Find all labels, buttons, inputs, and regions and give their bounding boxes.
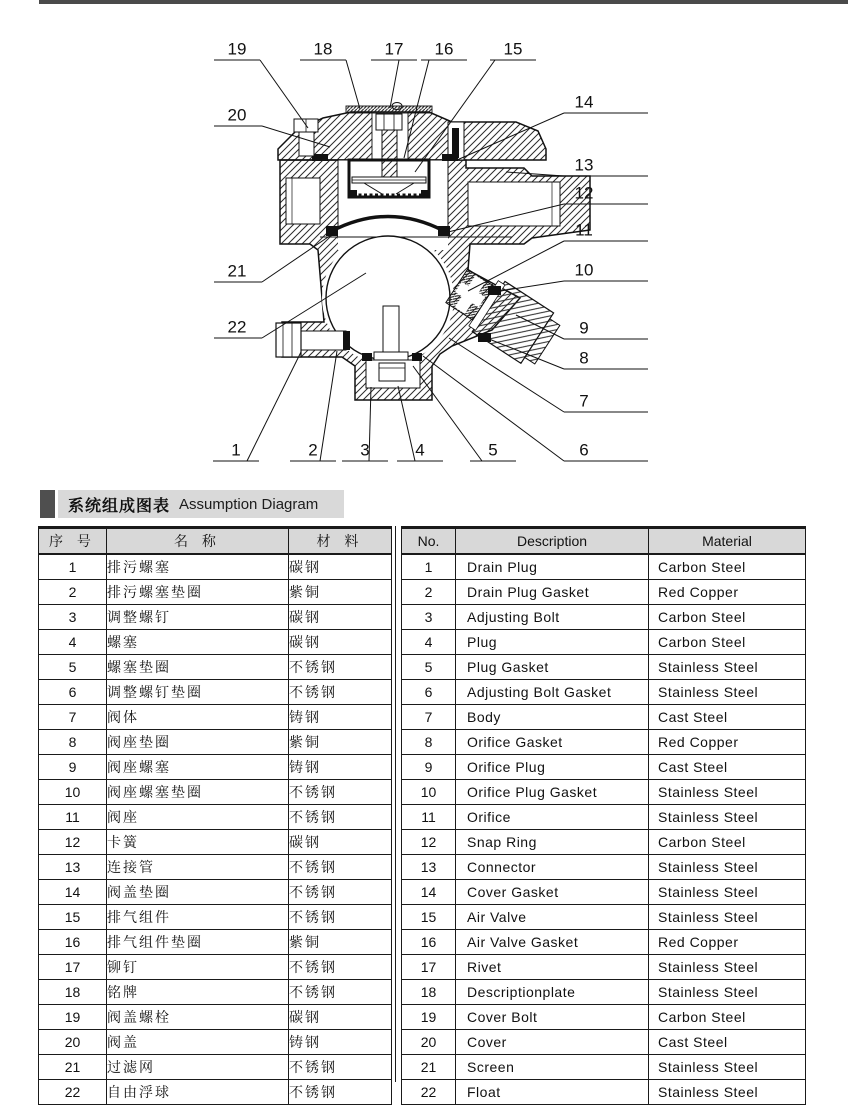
table-row (402, 930, 806, 955)
callout-number-5: 5 (488, 440, 498, 460)
table-row (39, 980, 392, 1005)
table-row (402, 705, 806, 730)
cell-number: 13 (402, 855, 456, 880)
table-row (402, 780, 806, 805)
drain-plug-head (276, 323, 301, 357)
cell-number: 9 (402, 755, 456, 780)
table-row (402, 605, 806, 630)
table-row (402, 805, 806, 830)
cell-name: 阀体 (107, 705, 289, 730)
cell-material: Stainless Steel (649, 1080, 806, 1105)
parts-table-cn (38, 526, 391, 1105)
cell-name: Body (456, 705, 649, 730)
air-valve-stem (382, 130, 397, 182)
cell-material: Stainless Steel (649, 980, 806, 1005)
section-title-bar (58, 490, 344, 518)
callout-leader-line (320, 351, 337, 461)
cell-name: Screen (456, 1055, 649, 1080)
cell-material: 铸钢 (289, 755, 392, 780)
callout-number-18: 18 (313, 39, 333, 59)
column-header: Material (649, 528, 806, 555)
cell-name: 自由浮球 (107, 1080, 289, 1105)
callout-number-6: 6 (579, 440, 589, 460)
table-row (402, 630, 806, 655)
cell-number: 11 (402, 805, 456, 830)
orifice-plug-gasket (488, 286, 501, 295)
cell-number: 19 (39, 1005, 107, 1030)
table-header-row (39, 528, 392, 555)
cell-name: 阀盖螺栓 (107, 1005, 289, 1030)
cell-name: 卡簧 (107, 830, 289, 855)
cell-number: 6 (39, 680, 107, 705)
table-row (39, 705, 392, 730)
table-row (39, 1005, 392, 1030)
cell-number: 15 (402, 905, 456, 930)
cell-name: 调整螺钉垫圈 (107, 680, 289, 705)
table-row (39, 830, 392, 855)
cell-name: 连接管 (107, 855, 289, 880)
cell-number: 1 (402, 554, 456, 580)
cell-name: Cover (456, 1030, 649, 1055)
cell-number: 5 (402, 655, 456, 680)
callout-number-13: 13 (574, 155, 594, 175)
table-row (39, 880, 392, 905)
cell-material: Carbon Steel (649, 830, 806, 855)
cell-name: Drain Plug Gasket (456, 580, 649, 605)
cell-number: 18 (39, 980, 107, 1005)
cell-name: Adjusting Bolt (456, 605, 649, 630)
callout-number-3: 3 (360, 440, 370, 460)
cell-material: Red Copper (649, 930, 806, 955)
cover-gasket-right (442, 154, 458, 161)
cell-material: Red Copper (649, 730, 806, 755)
table-row (39, 680, 392, 705)
valve-seal-right (421, 190, 429, 197)
cell-name: 调整螺钉 (107, 605, 289, 630)
cell-number: 10 (39, 780, 107, 805)
cell-name: 阀座 (107, 805, 289, 830)
cell-number: 15 (39, 905, 107, 930)
cell-name: Connector (456, 855, 649, 880)
cell-number: 2 (39, 580, 107, 605)
cell-material: Stainless Steel (649, 1055, 806, 1080)
cell-material: 碳钢 (289, 830, 392, 855)
cell-name: Descriptionplate (456, 980, 649, 1005)
plug-gasket-left (362, 353, 372, 361)
snap-ring-right (438, 226, 450, 236)
cell-material: Stainless Steel (649, 955, 806, 980)
cell-name: Cover Bolt (456, 1005, 649, 1030)
cell-number: 12 (39, 830, 107, 855)
table-row (39, 755, 392, 780)
cell-material: 不锈钢 (289, 680, 392, 705)
table-row (402, 1080, 806, 1105)
cell-number: 9 (39, 755, 107, 780)
table-row (39, 580, 392, 605)
cell-material: 碳钢 (289, 1005, 392, 1030)
cell-name: 排污螺塞 (107, 554, 289, 580)
cell-number: 17 (402, 955, 456, 980)
cell-name: Orifice (456, 805, 649, 830)
cell-material: 不锈钢 (289, 780, 392, 805)
cover-gasket-bar (452, 128, 459, 158)
cell-name: Plug Gasket (456, 655, 649, 680)
table-divider-line (395, 526, 396, 1082)
cell-material: Cast Steel (649, 1030, 806, 1055)
cell-material: 不锈钢 (289, 1080, 392, 1105)
cell-material: 不锈钢 (289, 905, 392, 930)
cell-material: 碳钢 (289, 554, 392, 580)
cell-number: 5 (39, 655, 107, 680)
cell-material: Stainless Steel (649, 880, 806, 905)
cell-number: 10 (402, 780, 456, 805)
cell-material: 不锈钢 (289, 980, 392, 1005)
cell-material: Red Copper (649, 580, 806, 605)
drain-plug-shaft (300, 331, 346, 350)
cell-number: 2 (402, 580, 456, 605)
inlet-bore (286, 178, 320, 224)
column-header: 名 称 (107, 528, 289, 555)
cell-name: Air Valve Gasket (456, 930, 649, 955)
table-row (402, 955, 806, 980)
callout-number-8: 8 (579, 348, 589, 368)
cell-number: 8 (39, 730, 107, 755)
cell-material: Stainless Steel (649, 680, 806, 705)
cell-material: Carbon Steel (649, 605, 806, 630)
description-plate (346, 106, 432, 113)
cell-number: 4 (39, 630, 107, 655)
cell-material: 碳钢 (289, 630, 392, 655)
callout-number-17: 17 (384, 39, 404, 59)
column-header: No. (402, 528, 456, 555)
callout-number-11: 11 (575, 220, 593, 240)
table-row (402, 554, 806, 580)
callout-number-4: 4 (415, 440, 425, 460)
cell-name: 阀座垫圈 (107, 730, 289, 755)
table-row (402, 980, 806, 1005)
cell-name: Drain Plug (456, 554, 649, 580)
table-row (39, 805, 392, 830)
table-row (39, 605, 392, 630)
callout-number-1: 1 (231, 440, 241, 460)
section-header (40, 490, 344, 520)
cell-number: 8 (402, 730, 456, 755)
callout-number-12: 12 (574, 183, 594, 203)
cell-number: 4 (402, 630, 456, 655)
callout-leader-line (346, 60, 360, 109)
outlet-bore (468, 182, 560, 226)
callout-number-2: 2 (308, 440, 318, 460)
table-row (39, 1055, 392, 1080)
steam-trap-cross-section-diagram (0, 0, 848, 480)
cell-material: 不锈钢 (289, 955, 392, 980)
table-row (39, 780, 392, 805)
cell-name: 螺塞 (107, 630, 289, 655)
cell-number: 16 (39, 930, 107, 955)
parts-table-cn-table (38, 526, 392, 1105)
cell-name: 排气组件垫圈 (107, 930, 289, 955)
column-header: 材 料 (289, 528, 392, 555)
column-header: Description (456, 528, 649, 555)
cell-material: 碳钢 (289, 605, 392, 630)
cell-name: 排污螺塞垫圈 (107, 580, 289, 605)
cell-material: Stainless Steel (649, 905, 806, 930)
cell-name: Air Valve (456, 905, 649, 930)
cell-name: 排气组件 (107, 905, 289, 930)
cell-number: 1 (39, 554, 107, 580)
cell-material: Stainless Steel (649, 780, 806, 805)
table-row (39, 630, 392, 655)
table-row (402, 680, 806, 705)
cell-material: 紫铜 (289, 580, 392, 605)
cell-name: 阀盖垫圈 (107, 880, 289, 905)
cell-material: Cast Steel (649, 705, 806, 730)
cell-material: 铸钢 (289, 1030, 392, 1055)
column-header: 序 号 (39, 528, 107, 555)
cell-material: 紫铜 (289, 730, 392, 755)
drain-plug-gasket (343, 331, 350, 350)
callout-leader-line (260, 60, 308, 128)
table-row (39, 554, 392, 580)
table-row (39, 655, 392, 680)
table-row (402, 880, 806, 905)
cell-name: 铭牌 (107, 980, 289, 1005)
cell-material: 不锈钢 (289, 855, 392, 880)
cell-number: 14 (402, 880, 456, 905)
cell-material: 不锈钢 (289, 1055, 392, 1080)
cell-number: 16 (402, 930, 456, 955)
cell-material: Stainless Steel (649, 805, 806, 830)
table-row (402, 655, 806, 680)
callout-number-21: 21 (227, 261, 247, 281)
table-row (39, 1080, 392, 1105)
callout-number-20: 20 (227, 105, 247, 125)
table-row (39, 855, 392, 880)
cell-name: 阀座螺塞垫圈 (107, 780, 289, 805)
callout-number-16: 16 (434, 39, 454, 59)
cell-number: 20 (402, 1030, 456, 1055)
callout-number-14: 14 (574, 92, 594, 112)
cell-material: Carbon Steel (649, 630, 806, 655)
cell-number: 3 (402, 605, 456, 630)
section-title-en: Assumption Diagram (179, 495, 319, 513)
orifice-gasket (478, 333, 491, 342)
air-valve-bolt-head (376, 114, 402, 130)
cell-name: Orifice Plug (456, 755, 649, 780)
cell-number: 12 (402, 830, 456, 855)
table-header-row (402, 528, 806, 555)
cell-material: 铸钢 (289, 705, 392, 730)
table-row (39, 1030, 392, 1055)
cell-name: 螺塞垫圈 (107, 655, 289, 680)
plug-gasket-right (412, 353, 422, 361)
callout-number-7: 7 (579, 391, 589, 411)
cell-number: 3 (39, 605, 107, 630)
table-row (39, 905, 392, 930)
table-row (402, 1055, 806, 1080)
cell-number: 14 (39, 880, 107, 905)
cell-name: 过滤网 (107, 1055, 289, 1080)
table-row (402, 1005, 806, 1030)
cell-material: Carbon Steel (649, 1005, 806, 1030)
callout-number-15: 15 (503, 39, 523, 59)
cell-name: Cover Gasket (456, 880, 649, 905)
table-row (402, 905, 806, 930)
callout-leader-line (390, 60, 399, 108)
cell-material: 紫铜 (289, 930, 392, 955)
cell-name: 阀盖 (107, 1030, 289, 1055)
table-row (402, 1030, 806, 1055)
table-row (402, 580, 806, 605)
cell-number: 11 (39, 805, 107, 830)
cell-material: Cast Steel (649, 755, 806, 780)
cell-number: 6 (402, 680, 456, 705)
cell-number: 21 (402, 1055, 456, 1080)
cell-number: 13 (39, 855, 107, 880)
cell-name: Orifice Plug Gasket (456, 780, 649, 805)
cell-material: 不锈钢 (289, 805, 392, 830)
section-marker-square (40, 490, 55, 518)
cell-number: 18 (402, 980, 456, 1005)
cover-bolt-shank (299, 132, 314, 156)
table-row (402, 755, 806, 780)
adjusting-bolt (379, 363, 405, 381)
cell-name: Rivet (456, 955, 649, 980)
table-row (402, 830, 806, 855)
cell-number: 7 (39, 705, 107, 730)
parts-table-en (401, 526, 805, 1105)
callout-leader-line (247, 352, 301, 461)
table-row (39, 730, 392, 755)
cell-number: 21 (39, 1055, 107, 1080)
cell-name: 铆钉 (107, 955, 289, 980)
table-row (39, 930, 392, 955)
valve-seal-left (349, 190, 357, 197)
cell-material: 不锈钢 (289, 880, 392, 905)
cell-name: Orifice Gasket (456, 730, 649, 755)
cell-number: 22 (39, 1080, 107, 1105)
section-title-zh: 系统组成图表 (68, 497, 171, 515)
callout-number-10: 10 (574, 260, 594, 280)
cell-number: 19 (402, 1005, 456, 1030)
cell-number: 17 (39, 955, 107, 980)
cell-material: Carbon Steel (649, 554, 806, 580)
parts-table-en-table (401, 526, 806, 1105)
cell-name: Snap Ring (456, 830, 649, 855)
callout-number-22: 22 (227, 317, 247, 337)
callout-number-9: 9 (579, 318, 589, 338)
cell-material: Stainless Steel (649, 655, 806, 680)
cell-name: Float (456, 1080, 649, 1105)
cell-name: 阀座螺塞 (107, 755, 289, 780)
cell-name: Plug (456, 630, 649, 655)
table-row (402, 730, 806, 755)
cell-number: 7 (402, 705, 456, 730)
valve-seat-stem (383, 306, 399, 358)
table-row (39, 955, 392, 980)
cell-name: Adjusting Bolt Gasket (456, 680, 649, 705)
cell-material: Stainless Steel (649, 855, 806, 880)
table-row (402, 855, 806, 880)
cell-number: 22 (402, 1080, 456, 1105)
cell-number: 20 (39, 1030, 107, 1055)
callout-number-19: 19 (227, 39, 247, 59)
cell-material: 不锈钢 (289, 655, 392, 680)
